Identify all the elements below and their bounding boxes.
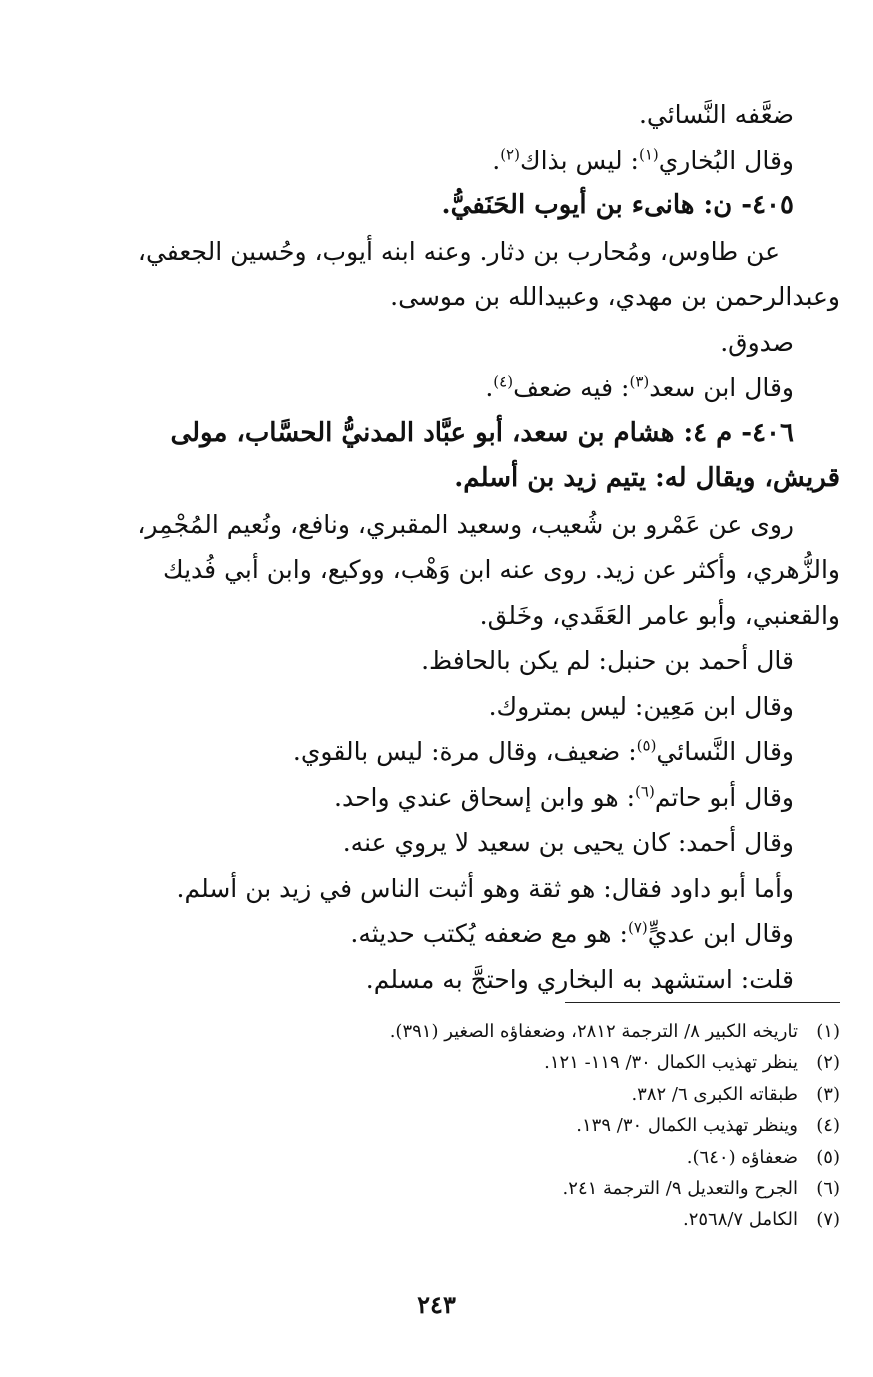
- footnote-item: [32, 1079, 840, 1110]
- footnote-ref[interactable]: (٥): [636, 736, 657, 755]
- text-line: وقال أحمد: كان يحيى بن سعيد لا يروي عنه.: [342, 828, 794, 857]
- page-number: ٢٤٣: [417, 1290, 456, 1319]
- text-line: وقال أبو حاتم$^{(٦)}$: هو وابن إسحاق عندي واحد.: [334, 782, 794, 812]
- footnote-text: ينظر تهذيب الكمال ٣٠/ ١١٩- ١٢١.: [544, 1052, 798, 1074]
- text-line: وقال ابن مَعِين: ليس بمتروك.: [488, 691, 794, 721]
- footnotes: [32, 1016, 840, 1236]
- text-line: والقعنبي، وأبو عامر العَقَدي، وخَلق.: [479, 600, 840, 630]
- footnote-item: [32, 1173, 840, 1204]
- text-line: قلت: استشهد به البخاري واحتجَّ به مسلم.: [365, 964, 794, 994]
- footnote-number: (٢): [816, 1052, 840, 1074]
- text-line: وأما أبو داود فقال: هو ثقة وهو أثبت الناس في زيد بن أسلم.: [176, 873, 794, 903]
- footnote-text: وينظر تهذيب الكمال ٣٠/ ١٣٩.: [576, 1115, 798, 1137]
- footnote-ref[interactable]: (٦): [635, 782, 655, 801]
- text-line: روى عن عَمْرو بن شُعيب، وسعيد المقبري، ونافع، ونُعيم المُجْمِر،: [137, 509, 794, 539]
- entry-heading-406: ٤٠٦- م ٤: هشام بن سعد، أبو عبَّاد المدنيُّ الحسَّاب، مولى: [170, 417, 794, 448]
- footnote-number: (٧): [816, 1209, 840, 1231]
- text-line: والزُّهري، وأكثر عن زيد. روى عنه ابن وَهْب، ووكيع، وابن أبي فُديك: [163, 555, 840, 584]
- text-line: قال أحمد بن حنبل: لم يكن بالحافظ.: [421, 646, 794, 675]
- main-text: [32, 92, 840, 1002]
- footnote-number: (٣): [816, 1083, 840, 1105]
- footnote-text: طبقاته الكبرى ٦/ ٣٨٢.: [631, 1083, 798, 1105]
- text-line: وقال ابن سعد$^{(٣)}$: فيه ضعف$^{(٤)}$.: [485, 372, 794, 402]
- footnote-number: (٦): [816, 1178, 840, 1200]
- footnote-number: (١): [816, 1021, 840, 1042]
- text-line: عن طاوس، ومُحارب بن دثار. وعنه ابنه أيوب، وحُسين الجعفي،: [137, 236, 780, 266]
- footnote-item: [32, 1142, 840, 1173]
- footnote-number: (٤): [816, 1115, 840, 1137]
- footnote-number: (٥): [816, 1146, 840, 1168]
- footnote-item: [32, 1047, 840, 1078]
- footnote-ref[interactable]: (٤): [493, 372, 514, 391]
- text-line: وقال ابن عديٍّ$^{(٧)}$: هو مع ضعفه يُكتب حديثه.: [350, 918, 794, 948]
- footnote-item: [32, 1204, 840, 1235]
- footnote-ref[interactable]: (٣): [629, 372, 650, 391]
- entry-heading-405: ٤٠٥- ن: هانىء بن أيوب الحَنَفيُّ.: [441, 190, 794, 220]
- footnote-text: الكامل ٢٥٦٨/٧.: [682, 1209, 798, 1231]
- footnote-item: [32, 1016, 840, 1047]
- footnote-item: [32, 1110, 840, 1141]
- text-line: وقال النَّسائي$^{(٥)}$: ضعيف، وقال مرة: ليس بالقوي.: [292, 736, 794, 766]
- footnote-ref[interactable]: (١): [638, 145, 659, 164]
- footnote-text: تاريخه الكبير ٨/ الترجمة ٢٨١٢، وضعفاؤه الصغير (٣٩١).: [389, 1021, 798, 1042]
- footnote-divider: [565, 1002, 840, 1003]
- text-line: ضعَّفه النَّسائي.: [638, 100, 794, 129]
- footnote-ref[interactable]: (٧): [627, 918, 648, 937]
- text-line: وقال البُخاري$^{(١)}$: ليس بذاك$^{(٢)}$.: [492, 145, 794, 175]
- text-line: صدوق.: [720, 327, 794, 357]
- footnote-text: ضعفاؤه (٦٤٠).: [686, 1146, 798, 1168]
- text-line: وعبدالرحمن بن مهدي، وعبيدالله بن موسى.: [390, 282, 840, 311]
- footnote-text: الجرح والتعديل ٩/ الترجمة ٢٤١.: [562, 1178, 798, 1200]
- entry-heading-406-cont: قريش، ويقال له: يتيم زيد بن أسلم.: [454, 463, 840, 493]
- footnote-ref[interactable]: (٢): [500, 145, 520, 164]
